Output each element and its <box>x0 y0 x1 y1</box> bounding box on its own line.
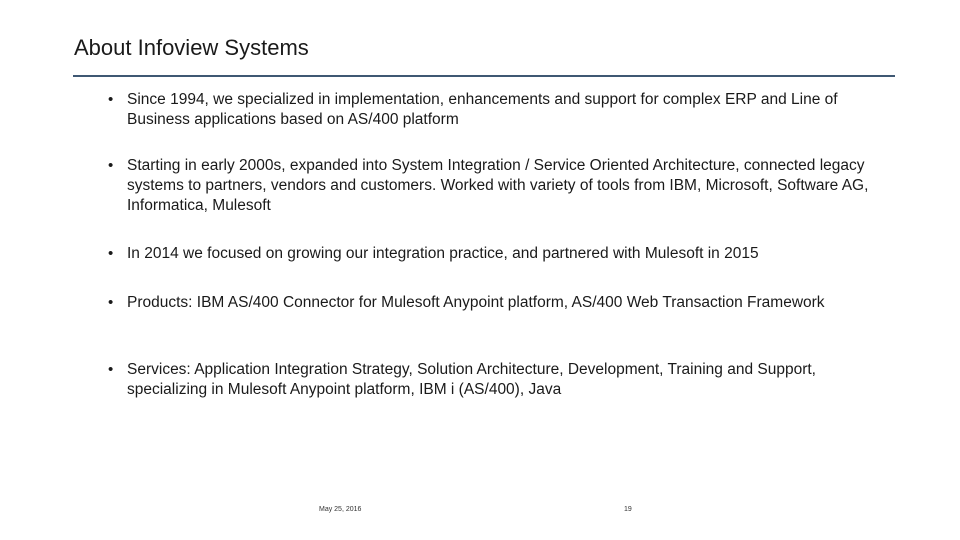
bullet-item <box>108 156 898 216</box>
bullet-text: Starting in early 2000s, expanded into System Integration / Service Oriented Architecture, connected legacy systems to partners, vendors and customers. Worked with variety of tools from IBM, Microsoft, Software AG, Informatica, Mulesoft <box>127 157 869 214</box>
bullet-item <box>108 293 898 313</box>
bullet-text: Products: IBM AS/400 Connector for Mulesoft Anypoint platform, AS/400 Web Transaction Framework <box>127 294 825 311</box>
bullet-dot: • <box>108 294 114 311</box>
bullet-item <box>108 360 898 400</box>
bullet-text: In 2014 we focused on growing our integration practice, and partnered with Mulesoft in 2015 <box>127 245 759 262</box>
bullet-text: Services: Application Integration Strategy, Solution Architecture, Development, Training and Support, specializing in Mulesoft Anypoint platform, IBM i (AS/400), Java <box>127 361 816 398</box>
bullet-dot: • <box>108 157 114 174</box>
bullet-item <box>108 90 898 130</box>
bullet-dot: • <box>108 361 114 378</box>
footer-date: May 25, 2016 <box>319 506 362 513</box>
slide-title: About Infoview Systems <box>74 35 309 60</box>
bullet-item <box>108 244 898 264</box>
bullet-dot: • <box>108 245 114 262</box>
title-divider <box>73 75 895 77</box>
bullet-text: Since 1994, we specialized in implementation, enhancements and support for complex ERP and Line of Business applications based on AS/400 platform <box>127 91 838 128</box>
bullet-dot: • <box>108 91 114 108</box>
footer-page-number: 19 <box>624 506 632 513</box>
